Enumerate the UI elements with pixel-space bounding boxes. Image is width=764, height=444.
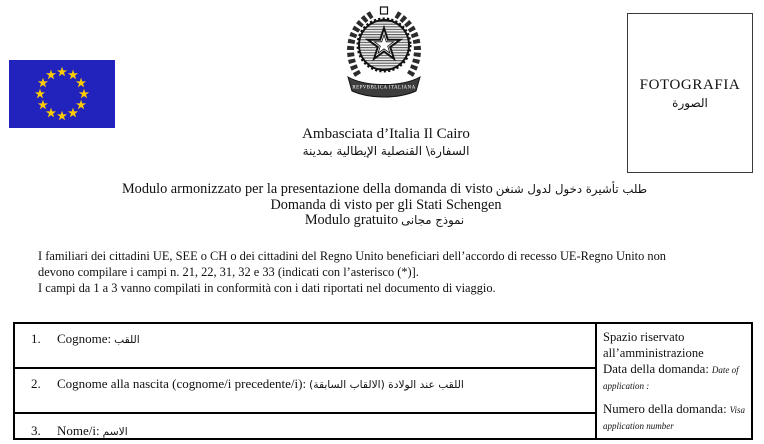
application-number-note: Visa application number [603,405,746,431]
field-number: 2. [31,376,41,391]
field-label: Cognome alla nascita (cognome/i precedente/i): [57,376,307,391]
field-number: 3. [31,423,41,438]
italy-emblem-icon [338,5,430,105]
field-label: Cognome: [57,331,112,346]
field-number: 1. [31,331,41,346]
notice-line: devono compilare i campi n. 21, 22, 31, 32 e 33 (indicati con l’asterisco (*)]. [38,265,419,279]
application-date-field [603,362,748,394]
form-title-line2: Domanda di visto per gli Stati Schengen [270,196,502,213]
field-label-arabic: الاسم [102,425,128,438]
form-title-block [4,182,764,229]
form-title-line3 [4,213,764,229]
field-label-arabic: اللقب عند الولادة (الالقاب السابقة) [309,378,464,391]
notice-line: I familiari dei cittadini UE, SEE o CH o dei cittadini del Regno Unito beneficiari dell’accordo di recesso UE-Regno Unito non [38,249,666,263]
form-fields-column [15,324,597,438]
form-row-cognome-alla-nascita[interactable] [15,369,595,414]
form-row-cognome[interactable] [15,324,595,369]
notice-line: I campi da 1 a 3 vanno compilati in conformità con i dati riportati nel documento di viaggio. [38,281,496,295]
embassy-name-arabic: السفارة\ القنصلية الإيطالية بمدينة [302,144,470,158]
admin-reserved-cell [597,324,751,438]
form-title-line1-arabic: طلب تأشيرة دخول لدول شنغن [495,182,648,196]
form-row-nome[interactable] [15,414,595,438]
embassy-header [4,126,764,159]
form-title-line1 [4,182,764,198]
notice-paragraph [38,248,758,296]
field-label-arabic: اللقب [114,333,140,346]
field-label: Nome/i: [57,423,100,438]
photo-box-label-arabic: الصورة [672,95,708,110]
application-date-note: Date of application : [603,365,739,391]
application-number-field [603,402,748,434]
form-table [13,322,753,440]
form-title-line3-italian: Modulo gratuito [304,212,399,229]
application-date-label: Data della domanda: [603,362,709,376]
photo-box-label: FOTOGRAFIA [639,76,741,93]
form-title-line1-italian: Modulo armonizzato per la presentazione della domanda di visto [121,181,493,197]
admin-cell-title: Spazio riservato all’amministrazione [603,330,704,360]
eu-flag-icon [9,60,115,128]
application-number-label: Numero della domanda: [603,402,727,416]
form-title-line3-arabic: نموذج مجانى [401,213,465,228]
emblem-ribbon-text: REPVBBLICA ITALIANA [352,85,416,91]
embassy-name: Ambasciata d’Italia Il Cairo [302,126,470,142]
